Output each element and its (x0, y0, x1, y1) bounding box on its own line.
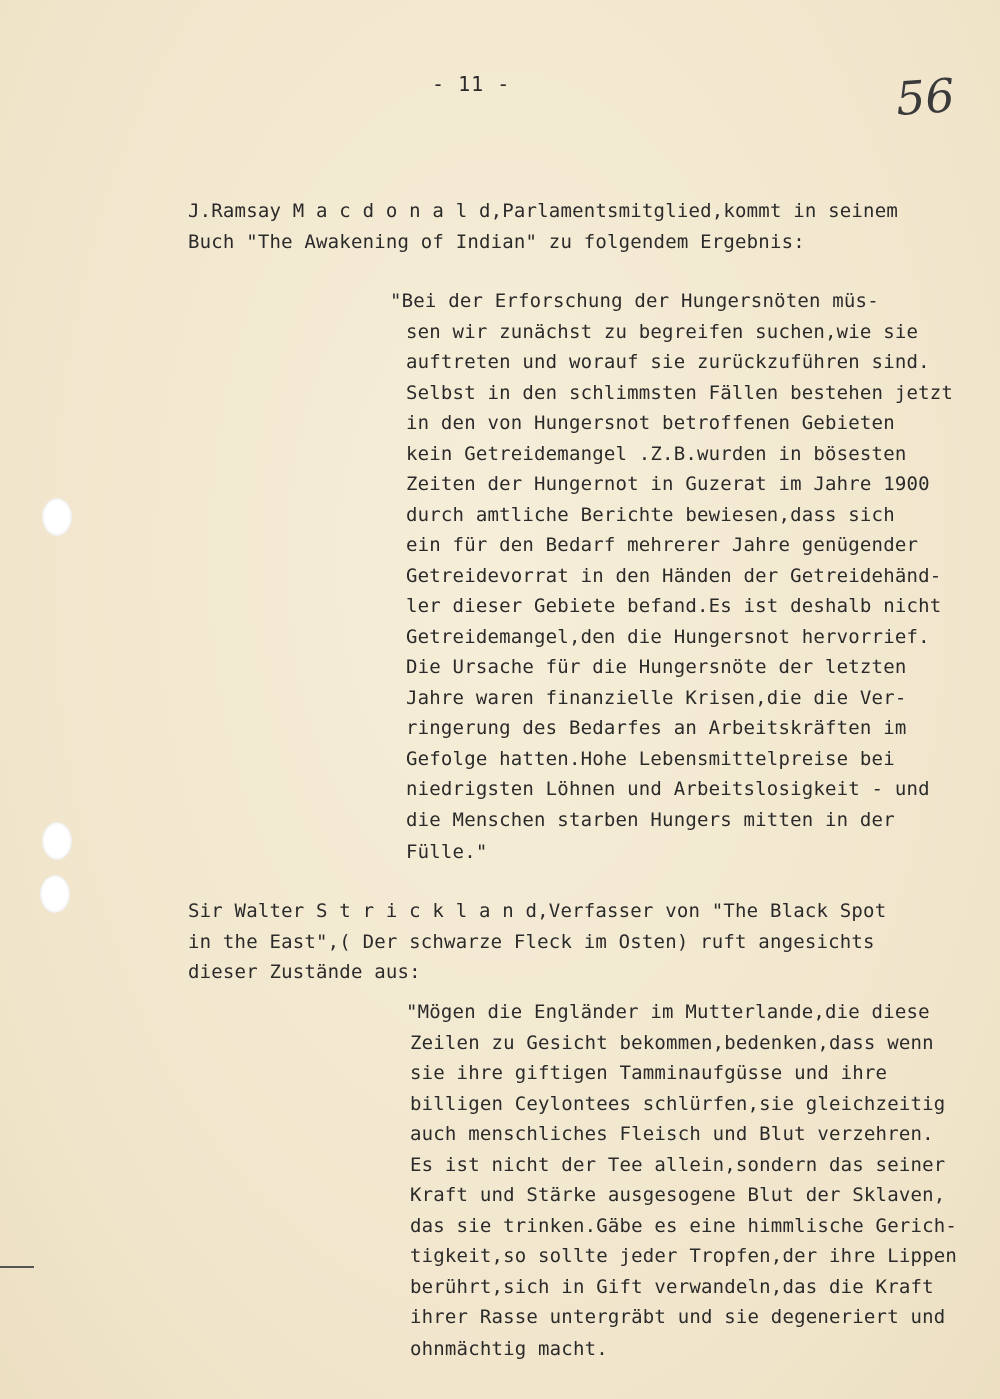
quote-line: Jahre waren finanzielle Krisen,die die Ver- (406, 687, 907, 709)
punch-hole-top (42, 498, 72, 536)
quote-line: Es ist nicht der Tee allein,sondern das seiner (410, 1154, 946, 1176)
paragraph-line: Sir Walter S t r i c k l a n d,Verfasser von "The Black Spot (188, 900, 887, 922)
quote-line: das sie trinken.Gäbe es eine himmlische Gerich- (410, 1215, 958, 1237)
quote-line: "Bei der Erforschung der Hungersnöten müs- (390, 290, 879, 312)
quote-line: ler dieser Gebiete befand.Es ist deshalb nicht (406, 595, 942, 617)
quote-line: die Menschen starben Hungers mitten in der (406, 809, 895, 831)
quote-line: Getreidevorrat in den Händen der Getreidehänd- (406, 565, 942, 587)
punch-hole-bottom (40, 875, 70, 913)
quote-line: tigkeit,so sollte jeder Tropfen,der ihre Lippen (410, 1245, 958, 1267)
quote-line: Die Ursache für die Hungersnöte der letzten (406, 656, 907, 678)
quote-line: auch menschliches Fleisch und Blut verzehren. (410, 1123, 934, 1145)
quote-line: Gefolge hatten.Hohe Lebensmittelpreise bei (406, 748, 895, 770)
paragraph-line: in the East",( Der schwarze Fleck im Osten) ruft angesichts (188, 931, 875, 953)
quote-line: niedrigsten Löhnen und Arbeitslosigkeit - und (406, 778, 930, 800)
quote-line: ihrer Rasse untergräbt und sie degeneriert und (410, 1306, 946, 1328)
archive-number: 56 (894, 68, 957, 126)
quote-line: durch amtliche Berichte bewiesen,dass sich (406, 504, 895, 526)
paragraph-line: Buch "The Awakening of Indian" zu folgendem Ergebnis: (188, 231, 805, 253)
page-number: - 11 - (432, 72, 511, 96)
quote-line: sen wir zunächst zu begreifen suchen,wie sie (406, 321, 919, 343)
paragraph-line: J.Ramsay M a c d o n a l d,Parlamentsmitglied,kommt in seinem (188, 200, 898, 222)
quote-line: Fülle." (406, 841, 488, 863)
edge-mark (0, 1266, 34, 1268)
quote-line: Zeilen zu Gesicht bekommen,bedenken,dass wenn (410, 1032, 934, 1054)
quote-line: Zeiten der Hungernot in Guzerat im Jahre 1900 (406, 473, 930, 495)
quote-line: billigen Ceylontees schlürfen,sie gleichzeitig (410, 1093, 946, 1115)
quote-line: Getreidemangel,den die Hungersnot hervorrief. (406, 626, 930, 648)
quote-line: Selbst in den schlimmsten Fällen bestehen jetzt (406, 382, 954, 404)
quote-line: "Mögen die Engländer im Mutterlande,die diese (406, 1001, 930, 1023)
quote-line: ohnmächtig macht. (410, 1338, 608, 1360)
quote-line: Kraft und Stärke ausgesogene Blut der Sklaven, (410, 1184, 946, 1206)
quote-line: kein Getreidemangel .Z.B.wurden in bösesten (406, 443, 907, 465)
quote-line: berührt,sich in Gift verwandeln,das die Kraft (410, 1276, 934, 1298)
quote-line: ringerung des Bedarfes an Arbeitskräften im (406, 717, 907, 739)
punch-hole-middle (42, 822, 72, 860)
paragraph-line: dieser Zustände aus: (188, 961, 421, 983)
quote-line: ein für den Bedarf mehrerer Jahre genügender (406, 534, 919, 556)
quote-line: sie ihre giftigen Tamminaufgüsse und ihre (410, 1062, 888, 1084)
quote-line: in den von Hungersnot betroffenen Gebieten (406, 412, 895, 434)
quote-line: auftreten und worauf sie zurückzuführen sind. (406, 351, 930, 373)
